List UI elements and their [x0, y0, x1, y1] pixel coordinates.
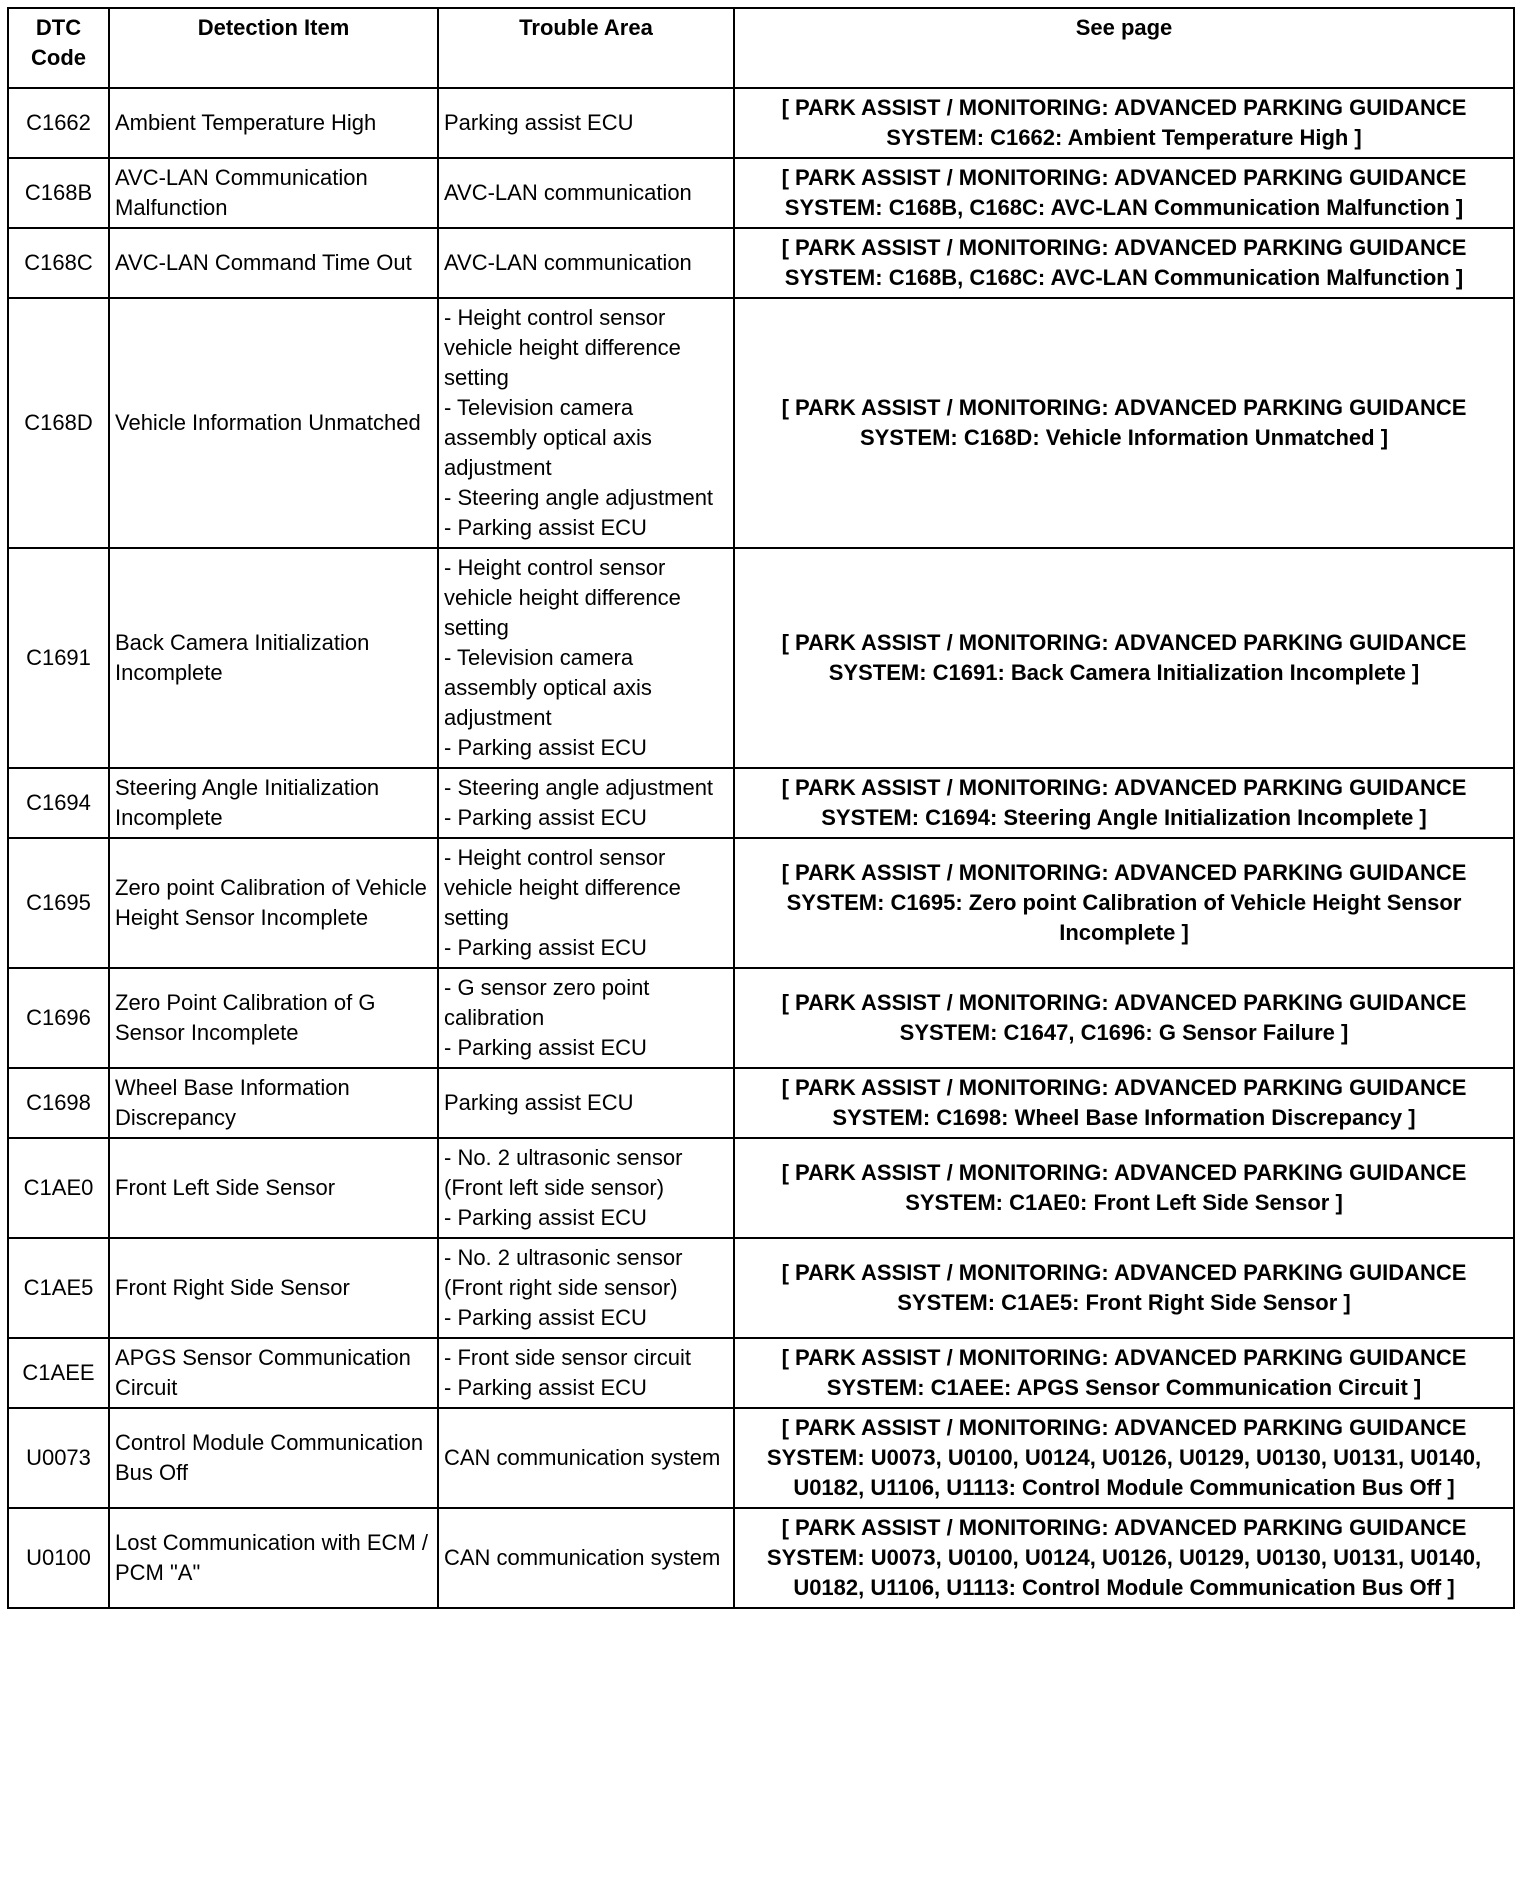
trouble-area-cell: [438, 298, 734, 548]
trouble-area-line: Parking assist ECU: [444, 110, 634, 135]
header-trouble-area: Trouble Area: [438, 8, 734, 88]
detection-item-cell: Control Module Communication Bus Off: [109, 1408, 438, 1508]
see-page-link[interactable]: [ PARK ASSIST / MONITORING: ADVANCED PARKING GUIDANCE SYSTEM: U0073, U0100, U0124, U0126, U0129, U0130, U0131, U0140, U0182, U1106, U1113: Control Module Communication Bus Off ]: [734, 1508, 1514, 1608]
dtc-code-cell: C1691: [8, 548, 109, 768]
table-body: [8, 88, 1514, 1608]
trouble-area-cell: [438, 968, 734, 1068]
header-see-page: See page: [734, 8, 1514, 88]
dtc-code-cell: C1696: [8, 968, 109, 1068]
table-row: [8, 968, 1514, 1068]
header-detection-item: Detection Item: [109, 8, 438, 88]
detection-item-cell: APGS Sensor Communication Circuit: [109, 1338, 438, 1408]
dtc-code-cell: C1694: [8, 768, 109, 838]
trouble-area-cell: [438, 88, 734, 158]
detection-item-cell: Wheel Base Information Discrepancy: [109, 1068, 438, 1138]
trouble-area-line: - G sensor zero point calibration: [444, 975, 650, 1030]
trouble-area-cell: [438, 1408, 734, 1508]
detection-item-cell: Lost Communication with ECM / PCM "A": [109, 1508, 438, 1608]
dtc-table-container: [7, 7, 1515, 1609]
see-page-link[interactable]: [ PARK ASSIST / MONITORING: ADVANCED PARKING GUIDANCE SYSTEM: C1698: Wheel Base Information Discrepancy ]: [734, 1068, 1514, 1138]
see-page-link[interactable]: [ PARK ASSIST / MONITORING: ADVANCED PARKING GUIDANCE SYSTEM: C168B, C168C: AVC-LAN Communication Malfunction ]: [734, 228, 1514, 298]
dtc-table: [7, 7, 1515, 1609]
trouble-area-line: - Parking assist ECU: [444, 1035, 647, 1060]
dtc-code-cell: C1662: [8, 88, 109, 158]
trouble-area-cell: [438, 1068, 734, 1138]
trouble-area-line: - Parking assist ECU: [444, 935, 647, 960]
table-row: [8, 88, 1514, 158]
trouble-area-cell: [438, 768, 734, 838]
dtc-code-cell: U0073: [8, 1408, 109, 1508]
trouble-area-line: - Steering angle adjustment: [444, 775, 714, 800]
trouble-area-line: - Parking assist ECU: [444, 1205, 647, 1230]
detection-item-cell: AVC-LAN Command Time Out: [109, 228, 438, 298]
see-page-link[interactable]: [ PARK ASSIST / MONITORING: ADVANCED PARKING GUIDANCE SYSTEM: C1691: Back Camera Initialization Incomplete ]: [734, 548, 1514, 768]
detection-item-cell: Front Left Side Sensor: [109, 1138, 438, 1238]
table-row: [8, 1508, 1514, 1608]
dtc-code-cell: C168D: [8, 298, 109, 548]
dtc-code-cell: U0100: [8, 1508, 109, 1608]
trouble-area-line: Parking assist ECU: [444, 1090, 634, 1115]
see-page-link[interactable]: [ PARK ASSIST / MONITORING: ADVANCED PARKING GUIDANCE SYSTEM: C168D: Vehicle Information Unmatched ]: [734, 298, 1514, 548]
table-row: [8, 838, 1514, 968]
trouble-area-line: - Television camera assembly optical axis adjustment: [444, 395, 652, 480]
trouble-area-line: - Parking assist ECU: [444, 805, 647, 830]
trouble-area-cell: [438, 1338, 734, 1408]
detection-item-cell: Ambient Temperature High: [109, 88, 438, 158]
dtc-code-cell: C168B: [8, 158, 109, 228]
trouble-area-cell: [438, 838, 734, 968]
table-row: [8, 768, 1514, 838]
trouble-area-line: - Parking assist ECU: [444, 515, 647, 540]
trouble-area-line: - Front side sensor circuit: [444, 1345, 691, 1370]
header-dtc-code: DTC Code: [8, 8, 109, 88]
table-row: [8, 1408, 1514, 1508]
trouble-area-line: - No. 2 ultrasonic sensor (Front left side sensor): [444, 1145, 683, 1200]
see-page-link[interactable]: [ PARK ASSIST / MONITORING: ADVANCED PARKING GUIDANCE SYSTEM: C1AE5: Front Right Side Sensor ]: [734, 1238, 1514, 1338]
see-page-link[interactable]: [ PARK ASSIST / MONITORING: ADVANCED PARKING GUIDANCE SYSTEM: C1AE0: Front Left Side Sensor ]: [734, 1138, 1514, 1238]
table-row: [8, 158, 1514, 228]
see-page-link[interactable]: [ PARK ASSIST / MONITORING: ADVANCED PARKING GUIDANCE SYSTEM: C1694: Steering Angle Initialization Incomplete ]: [734, 768, 1514, 838]
dtc-code-cell: C1698: [8, 1068, 109, 1138]
trouble-area-line: CAN communication system: [444, 1545, 721, 1570]
trouble-area-line: CAN communication system: [444, 1445, 721, 1470]
see-page-link[interactable]: [ PARK ASSIST / MONITORING: ADVANCED PARKING GUIDANCE SYSTEM: U0073, U0100, U0124, U0126, U0129, U0130, U0131, U0140, U0182, U1106, U1113: Control Module Communication Bus Off ]: [734, 1408, 1514, 1508]
see-page-link[interactable]: [ PARK ASSIST / MONITORING: ADVANCED PARKING GUIDANCE SYSTEM: C168B, C168C: AVC-LAN Communication Malfunction ]: [734, 158, 1514, 228]
see-page-link[interactable]: [ PARK ASSIST / MONITORING: ADVANCED PARKING GUIDANCE SYSTEM: C1647, C1696: G Sensor Failure ]: [734, 968, 1514, 1068]
trouble-area-cell: [438, 158, 734, 228]
trouble-area-line: - Height control sensor vehicle height difference setting: [444, 555, 681, 640]
trouble-area-line: AVC-LAN communication: [444, 250, 692, 275]
trouble-area-line: - Parking assist ECU: [444, 735, 647, 760]
dtc-code-cell: C1AE0: [8, 1138, 109, 1238]
table-header-row: [8, 8, 1514, 88]
trouble-area-cell: [438, 1238, 734, 1338]
detection-item-cell: Zero Point Calibration of G Sensor Incomplete: [109, 968, 438, 1068]
trouble-area-line: - Parking assist ECU: [444, 1375, 647, 1400]
dtc-code-cell: C1AE5: [8, 1238, 109, 1338]
detection-item-cell: AVC-LAN Communication Malfunction: [109, 158, 438, 228]
trouble-area-cell: [438, 548, 734, 768]
see-page-link[interactable]: [ PARK ASSIST / MONITORING: ADVANCED PARKING GUIDANCE SYSTEM: C1695: Zero point Calibration of Vehicle Height Sensor Incomplete ]: [734, 838, 1514, 968]
detection-item-cell: Vehicle Information Unmatched: [109, 298, 438, 548]
table-row: [8, 1138, 1514, 1238]
dtc-code-cell: C1695: [8, 838, 109, 968]
trouble-area-line: - Parking assist ECU: [444, 1305, 647, 1330]
see-page-link[interactable]: [ PARK ASSIST / MONITORING: ADVANCED PARKING GUIDANCE SYSTEM: C1662: Ambient Temperature High ]: [734, 88, 1514, 158]
trouble-area-line: - Television camera assembly optical axis adjustment: [444, 645, 652, 730]
table-row: [8, 1338, 1514, 1408]
detection-item-cell: Zero point Calibration of Vehicle Height Sensor Incomplete: [109, 838, 438, 968]
table-row: [8, 228, 1514, 298]
dtc-code-cell: C168C: [8, 228, 109, 298]
table-row: [8, 548, 1514, 768]
table-row: [8, 298, 1514, 548]
table-row: [8, 1238, 1514, 1338]
trouble-area-line: - Steering angle adjustment: [444, 485, 714, 510]
trouble-area-line: - Height control sensor vehicle height difference setting: [444, 845, 681, 930]
trouble-area-cell: [438, 1138, 734, 1238]
trouble-area-cell: [438, 228, 734, 298]
detection-item-cell: Back Camera Initialization Incomplete: [109, 548, 438, 768]
trouble-area-line: - Height control sensor vehicle height difference setting: [444, 305, 681, 390]
dtc-code-cell: C1AEE: [8, 1338, 109, 1408]
trouble-area-cell: [438, 1508, 734, 1608]
detection-item-cell: Front Right Side Sensor: [109, 1238, 438, 1338]
trouble-area-line: - No. 2 ultrasonic sensor (Front right side sensor): [444, 1245, 683, 1300]
trouble-area-line: AVC-LAN communication: [444, 180, 692, 205]
detection-item-cell: Steering Angle Initialization Incomplete: [109, 768, 438, 838]
see-page-link[interactable]: [ PARK ASSIST / MONITORING: ADVANCED PARKING GUIDANCE SYSTEM: C1AEE: APGS Sensor Communication Circuit ]: [734, 1338, 1514, 1408]
table-row: [8, 1068, 1514, 1138]
